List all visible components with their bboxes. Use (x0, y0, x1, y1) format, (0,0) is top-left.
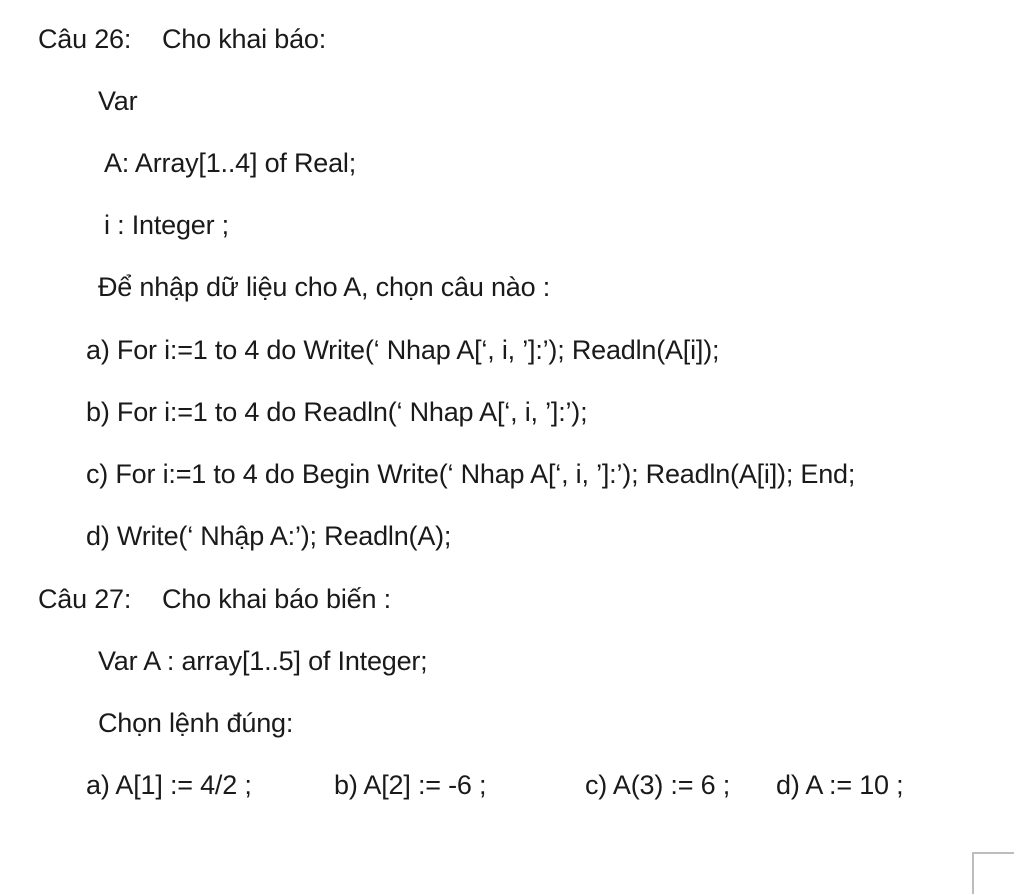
q27-prompt: Chọn lệnh đúng: (98, 708, 294, 738)
q26-option-c: c) For i:=1 to 4 do Begin Write(‘ Nhap A[‘, i, ’]:’); Readln(A[i]); End; (86, 459, 856, 489)
page-corner-mark (972, 852, 1014, 894)
q26-title: Cho khai báo: (162, 24, 327, 54)
q27-code: Var A : array[1..5] of Integer; (98, 646, 428, 676)
q27-option-d: d) A := 10 ; (776, 770, 904, 800)
q26-option-d: d) Write(‘ Nhập A:’); Readln(A); (86, 521, 452, 551)
q26-number: Câu 26: (38, 24, 132, 54)
q27-option-b: b) A[2] := -6 ; (334, 770, 487, 800)
q27-number: Câu 27: (38, 584, 132, 614)
q26-code-array: A: Array[1..4] of Real; (104, 148, 357, 178)
q26-code-var: Var (98, 86, 138, 116)
q26-prompt: Để nhập dữ liệu cho A, chọn câu nào : (98, 272, 550, 302)
q27-option-c: c) A(3) := 6 ; (585, 770, 731, 800)
q26-option-b: b) For i:=1 to 4 do Readln(‘ Nhap A[‘, i, ’]:’); (86, 397, 588, 427)
q26-code-int: i : Integer ; (104, 210, 229, 240)
q26-option-a: a) For i:=1 to 4 do Write(‘ Nhap A[‘, i, ’]:’); Readln(A[i]); (86, 335, 720, 365)
q27-option-a: a) A[1] := 4/2 ; (86, 770, 252, 800)
q26-header (38, 22, 326, 56)
q27-title: Cho khai báo biến : (162, 584, 391, 614)
q27-header (38, 582, 391, 616)
